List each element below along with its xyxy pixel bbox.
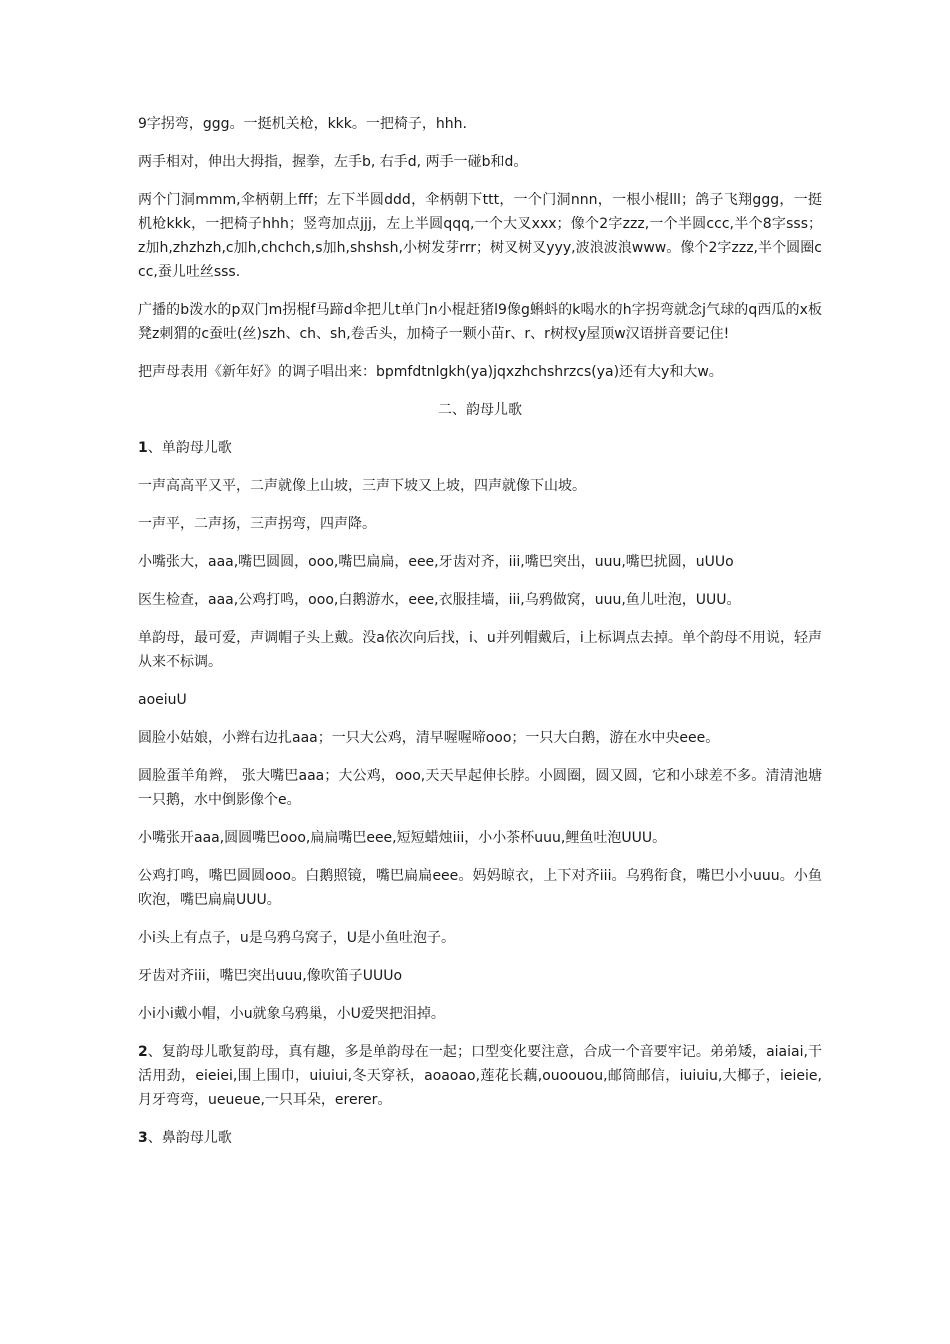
paragraph: 医生检查，aaa,公鸡打鸣，ooo,白鹅游水，eee,衣服挂墙，iii,乌鸦做窝，uuu,鱼儿吐泡，UUU。	[138, 592, 741, 608]
subsection-title: 、单韵母儿歌	[147, 440, 232, 456]
paragraph: 两手相对，伸出大拇指，握拳，左手b, 右手d, 两手一碰b和d。	[138, 154, 528, 170]
subsection-number: 2	[138, 1044, 148, 1060]
paragraph: 一声高高平又平，二声就像上山坡，三声下坡又上坡，四声就像下山坡。	[138, 478, 586, 494]
paragraph: 广播的b泼水的p双门m拐棍f马蹄d伞把儿t单门n小棍赶猪l9像g蝌蚪的k喝水的h字拐弯就念j气球的q西瓜的x板凳z刺猬的c蚕吐(丝)szh、ch、sh,卷舌头，加椅子一颗小苗r、r、r树杈y屋顶w汉语拼音要记住!	[138, 302, 822, 342]
document-body	[138, 112, 822, 1164]
paragraph: 小嘴张大，aaa,嘴巴圆圆，ooo,嘴巴扁扁，eee,牙齿对齐，iii,嘴巴突出，uuu,嘴巴扰圆，uUUo	[138, 554, 734, 570]
paragraph: 小嘴张开aaa,圆圆嘴巴ooo,扁扁嘴巴eee,短短蜡烛iii，小小茶杯uuu,鲤鱼吐泡UUU。	[138, 830, 667, 846]
paragraph: 小i小i戴小帽，小u就象乌鸦巢，小U爱哭把泪掉。	[138, 1006, 445, 1022]
subsection-heading-3	[138, 1126, 822, 1150]
paragraph: 小i头上有点子，u是乌鸦乌窝子，U是小鱼吐泡子。	[138, 930, 456, 946]
paragraph: 把声母表用《新年好》的调子唱出来：bpmfdtnlgkh(ya)jqxzhchshrzcs(ya)还有大y和大w。	[138, 364, 723, 380]
subsection-number: 1	[138, 440, 148, 456]
subsection-heading-1	[138, 436, 822, 460]
subsection-heading-2	[138, 1040, 822, 1112]
subsection-title: 、鼻韵母儿歌	[147, 1130, 232, 1146]
paragraph: 公鸡打鸣，嘴巴圆圆ooo。白鹅照镜，嘴巴扁扁eee。妈妈晾衣，上下对齐iii。乌鸦衔食，嘴巴小小uuu。小鱼吹泡，嘴巴扁扁UUU。	[138, 868, 822, 908]
paragraph: aoeiuU	[138, 692, 187, 708]
paragraph: 9字拐弯，ggg。一挺机关枪，kkk。一把椅子，hhh.	[138, 116, 467, 132]
paragraph: 一声平，二声扬，三声拐弯，四声降。	[138, 516, 376, 532]
paragraph: 两个门洞mmm,伞柄朝上fff；左下半圆ddd，伞柄朝下ttt，一个门洞nnn，一根小棍lll；鸽子飞翔ggg，一挺机枪kkk，一把椅子hhh；竖弯加点jjj，左上半圆qqq,一个大叉xxx；像个2字zzz,一个半圆ccc,半个8字sss； z加h,zhzhzh,c加h,chchch,s加h,shshsh,小树发芽rrr；树叉树叉yyy,波浪波浪www。像个2字zzz,半个圆圈ccc,蚕儿吐丝sss.	[138, 192, 822, 280]
section-title: 二、韵母儿歌	[438, 402, 522, 418]
subsection-text: 、复韵母儿歌复韵母，真有趣，多是单韵母在一起；口型变化要注意，合成一个音要牢记。弟弟矮，aiaiai,干活用劲，eieiei,围上围巾，uiuiui,冬天穿袄，aoaoao,莲花长藕,ouoouou,邮筒邮信，iuiuiu,大椰子，ieieie,月牙弯弯，ueueue,一只耳朵，ererer。	[138, 1044, 822, 1108]
paragraph: 圆脸小姑娘，小辫右边扎aaa；一只大公鸡，清早喔喔啼ooo；一只大白鹅，游在水中央eee。	[138, 730, 720, 746]
paragraph: 牙齿对齐iii，嘴巴突出uuu,像吹笛子UUUo	[138, 968, 403, 984]
paragraph: 圆脸蛋羊角辫， 张大嘴巴aaa；大公鸡，ooo,天天早起伸长脖。小圆圈，圆又圆，它和小球差不多。清清池塘一只鹅，水中倒影像个e。	[138, 768, 822, 808]
subsection-number: 3	[138, 1130, 148, 1146]
paragraph: 单韵母，最可爱，声调帽子头上戴。没a依次向后找，i、u并列帽戴后，i上标调点去掉。单个韵母不用说，轻声从来不标调。	[138, 630, 822, 670]
